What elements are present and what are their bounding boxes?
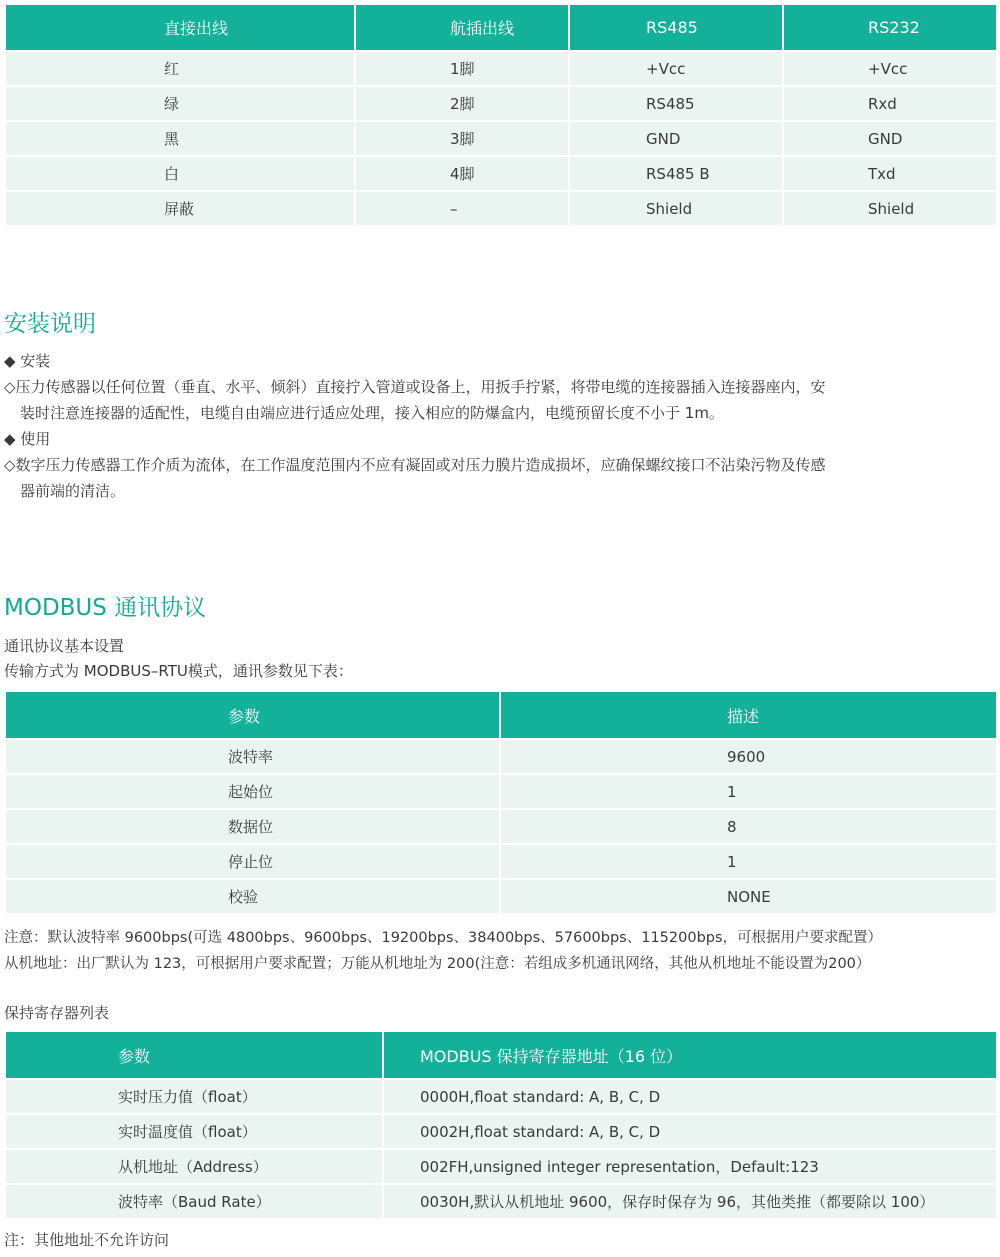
table-header-row [6, 1032, 996, 1078]
table-cell: 校验 [6, 878, 499, 913]
table-cell: 起始位 [6, 773, 499, 808]
table-cell: 1脚 [356, 50, 568, 85]
table-cell: 9600 [501, 738, 996, 773]
table-cell: RS485 B [570, 155, 782, 190]
table-cell: – [356, 190, 568, 225]
wiring-table [4, 5, 998, 225]
table-cell: GND [570, 120, 782, 155]
table-cell: Shield [784, 190, 996, 225]
table-cell: 1 [501, 843, 996, 878]
modbus-description: 传输方式为 MODBUS–RTU模式，通讯参数见下表： [4, 662, 353, 680]
table-row [6, 843, 996, 878]
table-header-row [6, 5, 996, 50]
table-row [6, 190, 996, 225]
column-header: MODBUS 保持寄存器地址（16 位） [384, 1032, 996, 1078]
table-row [6, 808, 996, 843]
table-header-row [6, 692, 996, 738]
usage-paragraph-line: 器前端的清洁。 [20, 482, 126, 500]
table-row [6, 1113, 996, 1148]
table-cell: 0002H,float standard: A, B, C, D [384, 1113, 996, 1148]
table-cell: 黑 [6, 120, 354, 155]
column-header: 参数 [6, 1032, 382, 1078]
table-cell: GND [784, 120, 996, 155]
table-cell: 红 [6, 50, 354, 85]
register-table [4, 1032, 998, 1218]
table-cell: 屏蔽 [6, 190, 354, 225]
modbus-subtitle: 通讯协议基本设置 [4, 637, 125, 655]
table-cell: Rxd [784, 85, 996, 120]
table-cell: 0030H,默认从机地址 9600，保存时保存为 96，其他类推（都要除以 100） [384, 1183, 996, 1218]
modbus-section-title: MODBUS 通讯协议 [4, 595, 207, 621]
table-cell: +Vcc [784, 50, 996, 85]
table-row [6, 1183, 996, 1218]
column-header: 参数 [6, 692, 499, 738]
column-header: 直接出线 [6, 5, 354, 50]
table-row [6, 878, 996, 913]
table-cell: 停止位 [6, 843, 499, 878]
table-row [6, 85, 996, 120]
table-cell: 3脚 [356, 120, 568, 155]
slave-address-note: 从机地址：出厂默认为 123，可根据用户要求配置；万能从机地址为 200(注意：若组成多机通讯网络，其他从机地址不能设置为200） [4, 956, 871, 972]
table-row [6, 155, 996, 190]
table-cell: 波特率 [6, 738, 499, 773]
usage-paragraph-line: ◇数字压力传感器工作介质为流体，在工作温度范围内不应有凝固或对压力膜片造成损坏，应确保螺纹接口不沾染污物及传感 [4, 456, 826, 474]
install-paragraph-line: ◇压力传感器以任何位置（垂直、水平、倾斜）直接拧入管道或设备上，用扳手拧紧，将带电缆的连接器插入连接器座内，安 [4, 378, 826, 396]
table-cell: 从机地址（Address） [6, 1148, 382, 1183]
table-cell: 绿 [6, 85, 354, 120]
table-cell: 4脚 [356, 155, 568, 190]
table-cell: +Vcc [570, 50, 782, 85]
table-cell: 1 [501, 773, 996, 808]
install-item-label: ◆ 安装 [4, 352, 51, 370]
table-cell: 数据位 [6, 808, 499, 843]
table-cell: Txd [784, 155, 996, 190]
table-row [6, 773, 996, 808]
register-list-title: 保持寄存器列表 [4, 1004, 110, 1022]
table-row [6, 50, 996, 85]
install-paragraph-line: 装时注意连接器的适配性，电缆自由端应进行适应处理，接入相应的防爆盒内，电缆预留长度不小于 1m。 [20, 404, 724, 422]
table-cell: 002FH,unsigned integer representation，Default:123 [384, 1148, 996, 1183]
table-cell: 白 [6, 155, 354, 190]
table-row [6, 1078, 996, 1113]
column-header: RS485 [570, 5, 782, 50]
table-cell: NONE [501, 878, 996, 913]
table-cell: RS485 [570, 85, 782, 120]
table-row [6, 120, 996, 155]
column-header: 航插出线 [356, 5, 568, 50]
column-header: RS232 [784, 5, 996, 50]
table-cell: Shield [570, 190, 782, 225]
modbus-param-table [4, 692, 998, 913]
install-section-title: 安装说明 [4, 311, 96, 337]
usage-item-label: ◆ 使用 [4, 430, 51, 448]
column-header: 描述 [501, 692, 996, 738]
baud-rate-note: 注意：默认波特率 9600bps(可选 4800bps、9600bps、19200bps、38400bps、57600bps、115200bps，可根据用户要求配置） [4, 930, 883, 946]
table-cell: 波特率（Baud Rate） [6, 1183, 382, 1218]
table-cell: 0000H,float standard: A, B, C, D [384, 1078, 996, 1113]
table-cell: 2脚 [356, 85, 568, 120]
table-cell: 8 [501, 808, 996, 843]
table-cell: 实时温度值（float） [6, 1113, 382, 1148]
table-row [6, 1148, 996, 1183]
table-cell: 实时压力值（float） [6, 1078, 382, 1113]
footer-note: 注：其他地址不允许访问 [4, 1231, 170, 1249]
table-row [6, 738, 996, 773]
